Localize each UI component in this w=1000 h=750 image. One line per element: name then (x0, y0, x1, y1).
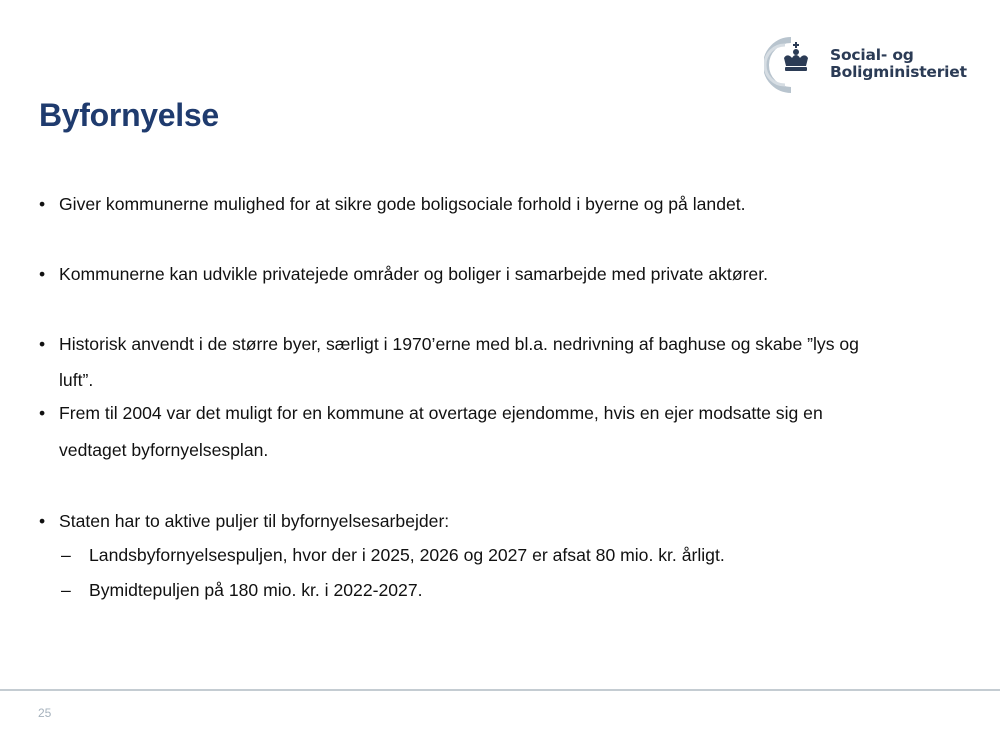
bullet-text: Historisk anvendt i de større byer, særligt i 1970’erne med bl.a. nedrivning af baghuse og skabe ”lys og (59, 334, 859, 354)
ministry-name (830, 47, 967, 81)
sub-bullet-text: Landsbyfornyelsespuljen, hvor der i 2025, 2026 og 2027 er afsat 80 mio. kr. årligt. (89, 545, 725, 565)
ministry-name-line-1: Social- og (830, 46, 914, 64)
sub-bullet-text: Bymidtepuljen på 180 mio. kr. i 2022-2027. (89, 580, 423, 600)
ministry-logo (764, 36, 967, 94)
bullet-text: Kommunerne kan udvikle privatejede områder og boliger i samarbejde med private aktører. (59, 264, 768, 284)
dash-marker: – (61, 545, 71, 565)
bullet-text: luft”. (59, 370, 94, 390)
bullet-marker: • (39, 194, 46, 214)
footer-divider (0, 689, 1000, 691)
bullet-marker: • (39, 264, 46, 284)
bullet-text: vedtaget byfornyelsesplan. (59, 440, 269, 460)
bullet-marker: • (39, 403, 46, 423)
ministry-name-line-2: Boligministeriet (830, 63, 967, 81)
bullet-text: Giver kommunerne mulighed for at sikre gode boligsociale forhold i byerne og på landet. (59, 194, 746, 214)
dash-marker: – (61, 580, 71, 600)
bullet-text: Frem til 2004 var det muligt for en kommune at overtage ejendomme, hvis en ejer modsatte sig en (59, 403, 823, 423)
crown-logo-icon (764, 36, 824, 94)
bullet-marker: • (39, 511, 46, 531)
bullet-text: Staten har to aktive puljer til byfornyelsesarbejder: (59, 511, 450, 531)
slide-title: Byfornyelse (39, 97, 219, 133)
bullet-marker: • (39, 334, 46, 354)
page-number: 25 (38, 706, 52, 720)
